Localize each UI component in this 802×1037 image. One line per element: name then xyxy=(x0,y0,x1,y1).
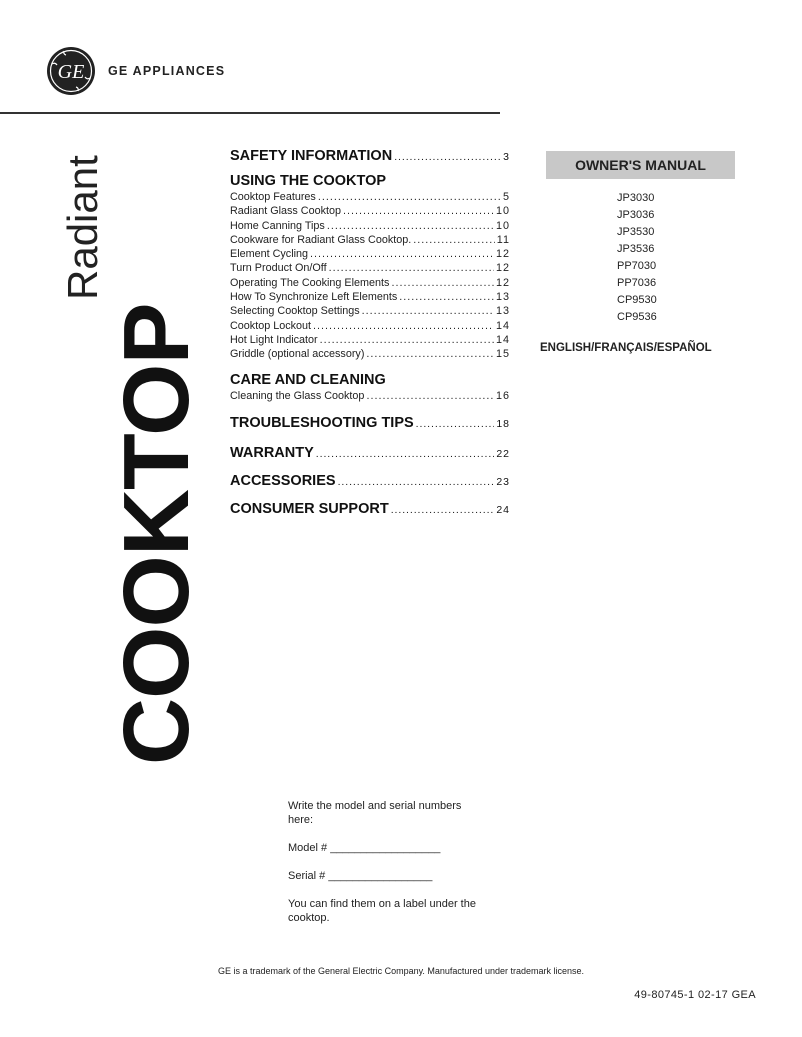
brand-name: GE APPLIANCES xyxy=(108,64,226,78)
header-rule xyxy=(0,112,500,114)
toc-item[interactable] xyxy=(230,333,510,347)
model-number: JP3036 xyxy=(617,209,655,221)
model-number: CP9530 xyxy=(617,294,657,306)
toc-leader xyxy=(316,448,495,460)
toc-item[interactable] xyxy=(230,219,510,233)
toc-item[interactable] xyxy=(230,304,510,318)
cover-word-radiant: Radiant xyxy=(59,155,106,300)
toc-item-label: Selecting Cooktop Settings xyxy=(230,305,360,318)
toc-accessories-page: 23 xyxy=(496,475,510,488)
model-number: PP7036 xyxy=(617,277,657,289)
toc-leader xyxy=(327,219,494,233)
toc-item-label: Operating The Cooking Elements xyxy=(230,276,390,289)
toc-using-title[interactable]: USING THE COOKTOP xyxy=(230,173,387,189)
model-serial-record xyxy=(288,799,488,939)
toc-safety[interactable] xyxy=(230,148,510,164)
toc-item[interactable] xyxy=(230,204,510,218)
toc-item[interactable] xyxy=(230,290,510,304)
toc-item-page: 15 xyxy=(495,348,510,361)
toc-item-page: 12 xyxy=(495,248,510,261)
toc-leader xyxy=(318,190,501,204)
toc-leader xyxy=(399,290,494,304)
serial-number-line: Serial # _________________ xyxy=(288,870,433,882)
toc-item-page: 10 xyxy=(495,219,510,232)
toc-item-page: 12 xyxy=(495,262,510,275)
toc-item-label: Hot Light Indicator xyxy=(230,333,318,346)
toc-item-label: Griddle (optional accessory) xyxy=(230,348,365,361)
model-number: JP3530 xyxy=(617,226,655,238)
toc-warranty-page: 22 xyxy=(496,447,510,460)
toc-care-list xyxy=(230,389,510,403)
model-number: PP7030 xyxy=(617,260,657,272)
toc-leader xyxy=(394,151,501,163)
toc-consumer-support-page: 24 xyxy=(496,503,510,516)
toc-leader xyxy=(391,504,495,516)
toc-leader xyxy=(320,333,494,347)
model-list xyxy=(617,190,657,326)
trademark-notice: GE is a trademark of the General Electric Company. Manufactured under trademark license. xyxy=(218,966,584,976)
toc-item-label: Cleaning the Glass Cooktop xyxy=(230,389,365,402)
toc-leader xyxy=(362,304,494,318)
toc-leader xyxy=(313,319,494,333)
owners-manual-label: OWNER'S MANUAL xyxy=(546,151,735,179)
toc-item[interactable] xyxy=(230,247,510,261)
toc-warranty-label: WARRANTY xyxy=(230,444,314,461)
toc-item-label: Cooktop Lockout xyxy=(230,319,312,332)
toc-item-page: 13 xyxy=(495,305,510,318)
logo-text: GE xyxy=(57,61,85,83)
toc-item[interactable] xyxy=(230,261,510,275)
toc-leader xyxy=(413,233,495,247)
toc-item-label: Home Canning Tips xyxy=(230,219,325,232)
ge-logo xyxy=(46,46,96,96)
toc-troubleshooting-page: 18 xyxy=(496,417,510,430)
model-number: JP3536 xyxy=(617,243,655,255)
toc-consumer-support[interactable] xyxy=(230,501,510,517)
model-number: JP3030 xyxy=(617,192,655,204)
toc-item-page: 11 xyxy=(496,233,510,246)
toc-item[interactable] xyxy=(230,319,510,333)
toc-item-label: Cooktop Features xyxy=(230,191,316,203)
toc-leader xyxy=(343,204,494,218)
toc-item[interactable] xyxy=(230,190,510,204)
model-number: CP9536 xyxy=(617,311,657,323)
toc-item[interactable] xyxy=(230,389,510,403)
toc-accessories-label: ACCESSORIES xyxy=(230,472,336,489)
toc-item-page: 10 xyxy=(495,205,510,218)
record-intro: Write the model and serial numbers here: xyxy=(288,800,462,826)
model-number-line: Model # __________________ xyxy=(288,842,441,854)
toc-leader xyxy=(329,261,494,275)
toc-leader xyxy=(366,347,494,361)
toc-item-page: 14 xyxy=(495,333,510,346)
toc-item-page: 5 xyxy=(502,191,510,203)
part-number: 49-80745-1 02-17 GEA xyxy=(634,989,756,1001)
languages: ENGLISH/FRANÇAIS/ESPAÑOL xyxy=(540,342,712,354)
cover-word-cooktop: COOKTOP xyxy=(104,303,208,765)
toc-warranty[interactable] xyxy=(230,445,510,461)
toc-item-label: Cookware for Radiant Glass Cooktop. xyxy=(230,233,412,246)
toc-leader xyxy=(416,418,495,430)
toc-item[interactable] xyxy=(230,233,510,247)
toc-item-label: Radiant Glass Cooktop xyxy=(230,205,342,218)
toc-item[interactable] xyxy=(230,276,510,290)
toc-troubleshooting[interactable] xyxy=(230,415,510,431)
toc-using-list xyxy=(230,190,510,362)
toc-item-page: 12 xyxy=(495,276,510,289)
toc-item-label: Turn Product On/Off xyxy=(230,262,327,275)
toc-safety-label: SAFETY INFORMATION xyxy=(230,148,393,164)
toc-leader xyxy=(391,276,494,290)
toc-accessories[interactable] xyxy=(230,473,510,489)
toc-item-page: 16 xyxy=(495,389,510,402)
toc-safety-page: 3 xyxy=(503,151,510,163)
toc-leader xyxy=(366,389,494,403)
toc-item-page: 14 xyxy=(495,319,510,332)
toc-item-page: 13 xyxy=(495,291,510,304)
toc-leader xyxy=(338,476,495,488)
toc-care-title[interactable]: CARE AND CLEANING xyxy=(230,371,386,388)
toc-consumer-support-label: CONSUMER SUPPORT xyxy=(230,500,389,517)
record-note: You can find them on a label under the cooktop. xyxy=(288,898,476,924)
toc-item-label: How To Synchronize Left Elements xyxy=(230,291,398,304)
table-of-contents xyxy=(230,148,510,517)
toc-troubleshooting-label: TROUBLESHOOTING TIPS xyxy=(230,414,414,431)
toc-item-label: Element Cycling xyxy=(230,248,309,261)
toc-leader xyxy=(310,247,494,261)
toc-item[interactable] xyxy=(230,347,510,361)
